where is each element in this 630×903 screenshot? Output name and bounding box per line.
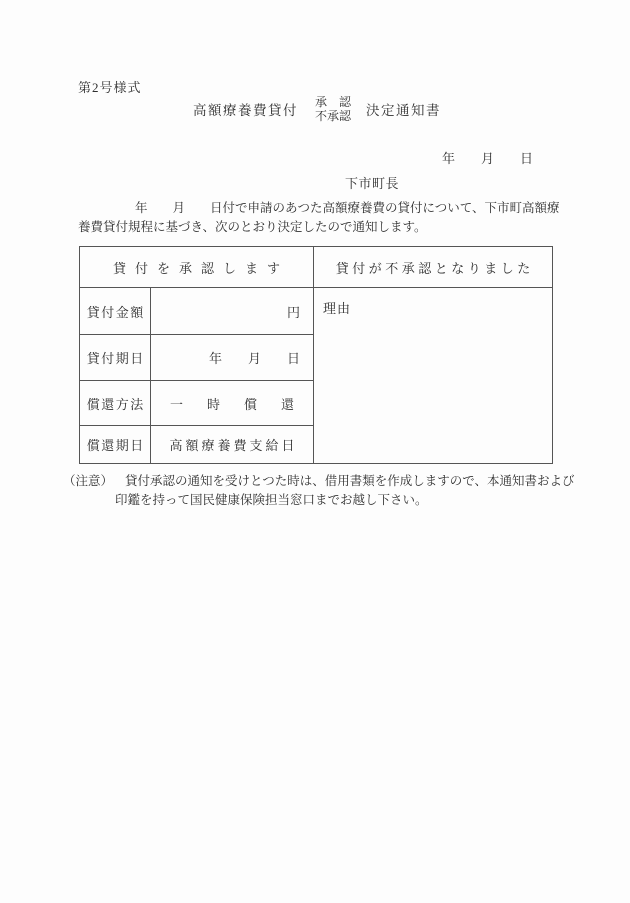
decision-table [79,246,553,464]
approval-option: 承 認 [315,95,352,109]
note-label: （注意） [63,474,114,488]
issuer-name: 下市町長 [345,176,400,191]
repayment-date-label: 償還期日 [80,426,151,463]
rejection-reason-cell [314,288,552,463]
repayment-date-value-cell: 高額療養費支給日 [151,426,314,463]
repayment-method-value-cell: 一時償還 [151,381,314,426]
document-title [193,95,441,123]
issue-date-line: 年 月 日 [442,151,534,166]
loan-date-value-cell: 年 月 日 [151,335,314,381]
approval-choice-stack [315,95,351,123]
body-paragraph: 年 月 日付で申請のあつた高額療養費の貸付について、下市町高額療養費貸付規程に基づき、次のとおり決定したので通知します。 [78,201,560,234]
title-prefix: 高額療養費貸付 [193,103,298,118]
disapproval-option: 不承認 [315,109,352,123]
title-suffix: 決定通知書 [366,103,442,118]
repayment-method-label: 償還方法 [80,381,151,426]
loan-amount-label: 貸付金額 [80,288,151,335]
reason-label: 理由 [323,301,352,316]
loan-date-label: 貸付期日 [80,335,151,381]
note-text: 貸付承認の通知を受けとつた時は、借用書類を作成しますので、本通知書および印鑑を持って国民健康保険担当窓口までお越し下さい。 [115,474,575,507]
footer-note [63,472,581,510]
loan-amount-value-cell: 円 [151,288,314,335]
rejected-header-cell: 貸付が不承認となりました [314,247,552,288]
approved-header-cell: 貸付を承認します [80,247,314,288]
form-number: 第2号様式 [78,80,142,95]
